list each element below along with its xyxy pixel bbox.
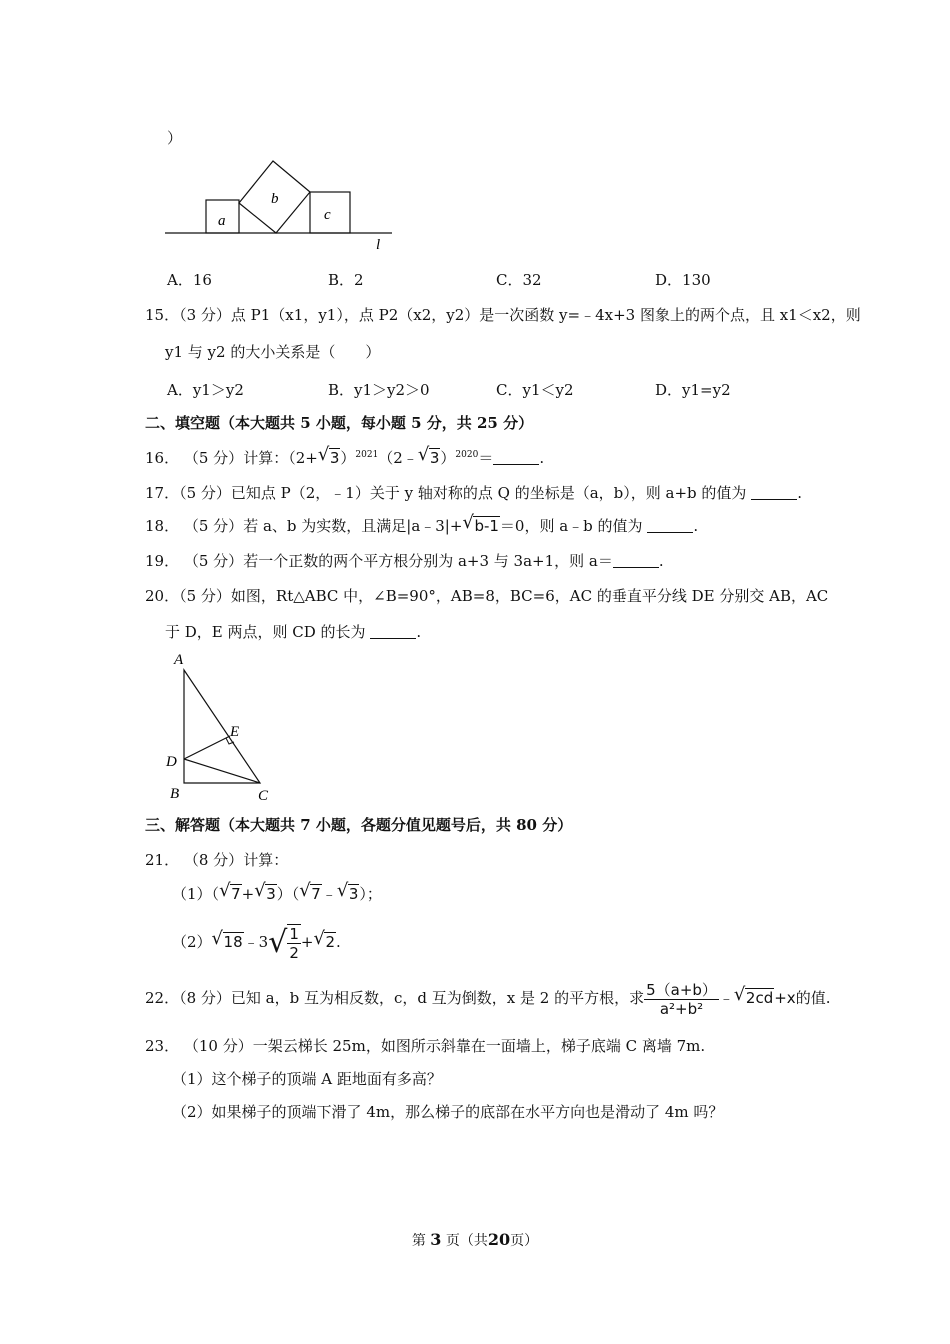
footer-mid: 页（共	[445, 1233, 488, 1249]
q19-score: （5 分）	[183, 552, 244, 570]
q18-score: （5 分）	[183, 517, 244, 535]
q15-line2: y1 与 y2 的大小关系是（ ）	[165, 343, 381, 361]
q14-option-d: D．130	[655, 271, 711, 289]
q21-fraction: $\frac{1}{2}$	[289, 925, 299, 962]
label-b: B	[170, 786, 180, 802]
q22-text: 已知 a，b 互为相反数，c，d 互为倒数，x 是 2 的平方根，求	[230, 989, 645, 1007]
q19-text: 若一个正数的两个平方根分别为 a+3 与 3a+1，则 a＝	[243, 552, 613, 570]
q23-text: 一架云梯长 25m，如图所示斜靠在一面墙上，梯子底端 C 离墙 7m.	[252, 1037, 706, 1055]
q21-part1-label: （1）	[172, 885, 212, 903]
q16-exp2: 2020	[455, 450, 479, 460]
q21-score: （8 分）	[183, 851, 244, 869]
footer-page-number: 3	[430, 1230, 442, 1249]
q18-text2: ＝0，则 a﹣b 的值为	[499, 517, 643, 535]
q21-sqrt3-b: √ 3	[336, 880, 359, 903]
q23-part1: （1）这个梯子的顶端 A 距地面有多高？	[172, 1070, 442, 1088]
label-d: D	[166, 754, 177, 770]
q15-stem: 点 P1（x1，y1），点 P2（x2，y2）是一次函数 y=﹣4x+3 图象上的两个点，且 x1＜x2，则	[230, 306, 861, 324]
q16-answer-blank	[493, 450, 539, 465]
q19: 19． （5 分）若一个正数的两个平方根分别为 a+3 与 3a+1，则 a＝ .	[145, 552, 664, 570]
q16-exp1: 2021	[355, 450, 379, 460]
label-c: c	[324, 207, 331, 223]
q21-prompt: 计算：	[243, 851, 289, 869]
q20-line1	[145, 586, 828, 606]
q21-sqrt2: √ 2	[313, 928, 335, 951]
label-c: C	[258, 788, 269, 804]
q23	[145, 1036, 705, 1056]
q15-option-c: C．y1＜y2	[496, 381, 574, 399]
segment-de	[184, 736, 230, 759]
q21-part2: （2） √ 18﹣3√ $\frac{1}{2}$ + √ 2.	[172, 922, 341, 966]
q17-text: 已知点 P（2，﹣1）关于 y 轴对称的点 Q 的坐标是（a，b），则 a+b 的值为	[230, 484, 747, 502]
q19-number: 19．	[145, 552, 180, 570]
q21-part2-label: （2）	[172, 933, 212, 951]
q21-part1: （1）（ √ 7+ √ 3）（ √ 7﹣ √ 3）；	[172, 880, 382, 903]
q22-score: （8 分）	[179, 989, 231, 1007]
q20-triangle-figure	[160, 648, 280, 808]
q18: 18． （5 分）若 a、b 为实数，且满足|a﹣3|+ √ b-1＝0，则 a﹣b 的值为 .	[145, 512, 699, 535]
q20-line2: 于 D，E 两点，则 CD 的长为 .	[165, 623, 422, 641]
section-3-heading: 三、解答题（本大题共 7 小题，各题分值见题号后，共 80 分）	[145, 816, 573, 834]
q20-stem: 如图，Rt△ABC 中，∠B=90°，AB=8，BC=6，AC 的垂直平分线 DE 分别交 AB，AC	[230, 587, 829, 605]
label-l: l	[376, 237, 381, 253]
q21-sqrt18: √ 18	[211, 928, 243, 951]
q22-sqrt: √ 2cd	[733, 984, 774, 1007]
q17: 17．（5 分）已知点 P（2，﹣1）关于 y 轴对称的点 Q 的坐标是（a，b），则 a+b 的值为 .	[145, 484, 802, 502]
q14-tail: ）	[167, 129, 183, 147]
q20-number: 20．	[145, 587, 180, 605]
q20-stem2: 于 D，E 两点，则 CD 的长为	[165, 623, 366, 641]
q14-option-a: A．16	[167, 271, 212, 289]
q15-option-a: A．y1＞y2	[167, 381, 244, 399]
label-e: E	[230, 724, 240, 740]
q16-suffix: ＝	[478, 449, 494, 467]
q18-answer-blank	[647, 518, 693, 533]
q15-line1	[145, 305, 861, 325]
q23-score: （10 分）	[183, 1037, 253, 1055]
q22-end: 的值.	[795, 989, 831, 1007]
q16-number: 16．	[145, 449, 180, 467]
q16-prefix: 计算：	[243, 449, 289, 467]
q21-sqrt7-b: √ 7	[299, 880, 321, 903]
triangle-abc	[184, 670, 260, 783]
q21-sqrt7-a: √ 7	[219, 880, 241, 903]
q21-big-radical: √	[268, 925, 288, 960]
page-footer	[0, 1230, 950, 1250]
q22-tail: +x	[774, 989, 796, 1007]
q15-option-b: B．y1＞y2＞0	[328, 381, 430, 399]
q20-answer-blank	[370, 624, 416, 639]
q21	[145, 850, 288, 870]
q16-sqrt3-a: √ 3	[317, 444, 340, 467]
q18-text1: 若 a、b 为实数，且满足|a﹣3|+	[243, 517, 463, 535]
q22-fraction: $\frac{5(a+b)}{\text{a²+b²}}$	[646, 980, 717, 1018]
q16-score: （5 分）	[183, 449, 244, 467]
footer-post: 页）	[510, 1233, 539, 1249]
q14-option-c: C．32	[496, 271, 542, 289]
q14-option-b: B．2	[328, 271, 364, 289]
q23-part2: （2）如果梯子的顶端下滑了 4m，那么梯子的底部在水平方向也是滑动了 4m 吗？	[172, 1103, 724, 1121]
q23-number: 23．	[145, 1037, 180, 1055]
section-2-heading: 二、填空题（本大题共 5 小题，每小题 5 分，共 25 分）	[145, 414, 534, 432]
label-a: A	[174, 652, 184, 668]
label-a: a	[218, 213, 226, 229]
q21-sqrt3-a: √ 3	[254, 880, 276, 903]
q16-sqrt3-b: √ 3	[417, 444, 440, 467]
q19-answer-blank	[613, 553, 659, 568]
q18-radicand: b-1	[474, 517, 499, 535]
q21-number: 21．	[145, 851, 180, 869]
q15-score: （3 分）	[179, 306, 231, 324]
q22: 22．（8 分）已知 a，b 互为相反数，c，d 互为倒数，x 是 2 的平方根，求 $\frac{5(a+b)}{\text{a²+b²}}$ ﹣ √ 2cd+x的值.	[145, 978, 830, 1022]
q20-score: （5 分）	[179, 587, 231, 605]
q17-score: （5 分）	[179, 484, 231, 502]
q22-number: 22．	[145, 989, 180, 1007]
q15-option-d: D．y1=y2	[655, 381, 731, 399]
q14-squares-figure	[160, 155, 400, 255]
q18-sqrt: √ b-1	[462, 512, 499, 535]
q17-number: 17．	[145, 484, 180, 502]
segment-cd	[184, 759, 260, 783]
footer-pre: 第	[411, 1233, 426, 1249]
q17-answer-blank	[751, 485, 797, 500]
label-b: b	[271, 191, 279, 207]
q15-number: 15．	[145, 306, 180, 324]
q21-coef: 3	[258, 933, 269, 951]
footer-total-pages: 20	[487, 1230, 511, 1249]
q16: 16． （5 分）计算：（2+ √ 3）$^{2021}$（2﹣ √ 3）$^{2020}$＝ .	[145, 444, 545, 467]
q18-number: 18．	[145, 517, 180, 535]
